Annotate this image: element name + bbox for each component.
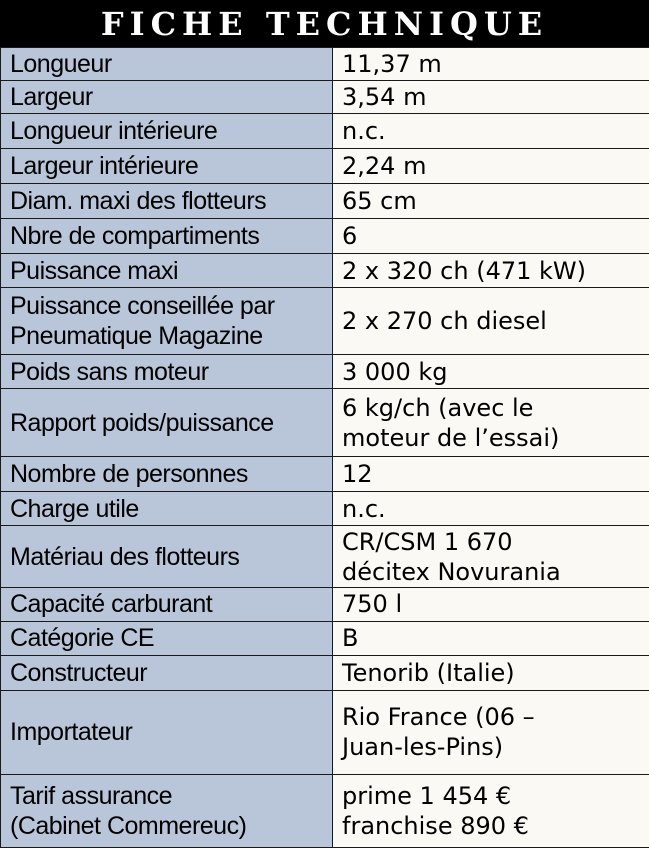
spec-value-line: 6 xyxy=(342,222,358,251)
spec-row xyxy=(1,492,649,526)
spec-label xyxy=(1,587,333,621)
spec-value xyxy=(333,621,649,655)
spec-value xyxy=(333,655,649,690)
spec-row xyxy=(1,621,649,655)
spec-label xyxy=(1,81,333,114)
spec-value xyxy=(333,389,649,457)
spec-value-line: n.c. xyxy=(342,117,386,146)
spec-value-line: décitex Novurania xyxy=(342,557,561,586)
spec-row xyxy=(1,48,649,81)
spec-row xyxy=(1,149,649,184)
spec-row xyxy=(1,288,649,355)
spec-label-line: Rapport poids/puissance xyxy=(10,408,274,437)
spec-value xyxy=(333,457,649,492)
spec-label xyxy=(1,526,333,587)
spec-row xyxy=(1,355,649,389)
spec-value-line: Juan-les-Pins) xyxy=(342,733,504,762)
spec-row xyxy=(1,389,649,457)
spec-label-line: Importateur xyxy=(10,718,133,747)
spec-label-line: Longueur xyxy=(10,50,112,79)
spec-label-line: Largeur intérieure xyxy=(10,152,199,181)
spec-label xyxy=(1,492,333,526)
spec-value-line: n.c. xyxy=(342,494,386,523)
spec-label-line: Poids sans moteur xyxy=(10,357,209,386)
spec-row xyxy=(1,690,649,774)
spec-row xyxy=(1,655,649,690)
spec-value-line: moteur de l’essai) xyxy=(342,423,560,452)
spec-label-line: Nbre de compartiments xyxy=(10,222,260,251)
spec-label-line: Charge utile xyxy=(10,494,139,523)
spec-label-line: Puissance maxi xyxy=(10,256,179,285)
spec-label xyxy=(1,114,333,149)
spec-table xyxy=(0,47,649,848)
spec-value-line: franchise 890 € xyxy=(342,811,529,840)
spec-value xyxy=(333,355,649,389)
spec-value-line: 750 l xyxy=(342,590,403,619)
spec-label xyxy=(1,48,333,81)
spec-value xyxy=(333,288,649,355)
spec-value xyxy=(333,254,649,288)
spec-label xyxy=(1,219,333,254)
spec-label-line: Matériau des flotteurs xyxy=(10,542,240,571)
spec-value xyxy=(333,774,649,847)
spec-label-line: Nombre de personnes xyxy=(10,460,248,489)
spec-label-line: (Cabinet Commereuc) xyxy=(10,811,247,840)
spec-value-line: 65 cm xyxy=(342,187,417,216)
spec-value-line: prime 1 454 € xyxy=(342,781,512,810)
spec-value-line: 2,24 m xyxy=(342,152,427,181)
spec-row xyxy=(1,457,649,492)
spec-value-line: 11,37 m xyxy=(342,50,442,79)
spec-value-line: CR/CSM 1 670 xyxy=(342,527,513,556)
spec-label xyxy=(1,621,333,655)
spec-value-line: 2 x 320 ch (471 kW) xyxy=(342,256,586,285)
spec-label-line: Largeur xyxy=(10,83,93,112)
spec-value-line: 12 xyxy=(342,460,373,489)
spec-value xyxy=(333,81,649,114)
spec-row xyxy=(1,254,649,288)
spec-label xyxy=(1,389,333,457)
spec-value xyxy=(333,48,649,81)
spec-row xyxy=(1,219,649,254)
spec-value-line: 2 x 270 ch diesel xyxy=(342,307,547,336)
spec-label xyxy=(1,184,333,219)
spec-value xyxy=(333,587,649,621)
spec-value xyxy=(333,526,649,587)
spec-value-line: 3,54 m xyxy=(342,83,427,112)
spec-label-line: Capacité carburant xyxy=(10,590,213,619)
spec-label xyxy=(1,355,333,389)
spec-row xyxy=(1,114,649,149)
spec-value xyxy=(333,114,649,149)
spec-value-line: Rio France (06 – xyxy=(342,703,535,732)
spec-label xyxy=(1,149,333,184)
spec-label xyxy=(1,690,333,774)
spec-value xyxy=(333,690,649,774)
spec-value-line: Tenorib (Italie) xyxy=(342,658,515,687)
spec-label-line: Puissance conseillée par xyxy=(10,292,275,321)
spec-label-line: Tarif assurance xyxy=(10,781,173,810)
spec-value xyxy=(333,219,649,254)
spec-label-line: Constructeur xyxy=(10,658,148,687)
spec-row xyxy=(1,81,649,114)
spec-label xyxy=(1,288,333,355)
spec-label xyxy=(1,254,333,288)
spec-label xyxy=(1,774,333,847)
spec-label-line: Longueur intérieure xyxy=(10,117,218,146)
spec-label-line: Pneumatique Magazine xyxy=(10,322,263,351)
spec-value xyxy=(333,492,649,526)
spec-label xyxy=(1,457,333,492)
spec-row xyxy=(1,526,649,587)
spec-value-line: 3 000 kg xyxy=(342,357,448,386)
spec-value xyxy=(333,149,649,184)
spec-label-line: Catégorie CE xyxy=(10,624,155,653)
sheet-title: FICHE TECHNIQUE xyxy=(0,0,649,47)
spec-row xyxy=(1,774,649,847)
spec-row xyxy=(1,184,649,219)
spec-value xyxy=(333,184,649,219)
spec-value-line: B xyxy=(342,624,359,653)
spec-row xyxy=(1,587,649,621)
spec-label-line: Diam. maxi des flotteurs xyxy=(10,187,267,216)
spec-value-line: 6 kg/ch (avec le xyxy=(342,393,534,422)
spec-label xyxy=(1,655,333,690)
